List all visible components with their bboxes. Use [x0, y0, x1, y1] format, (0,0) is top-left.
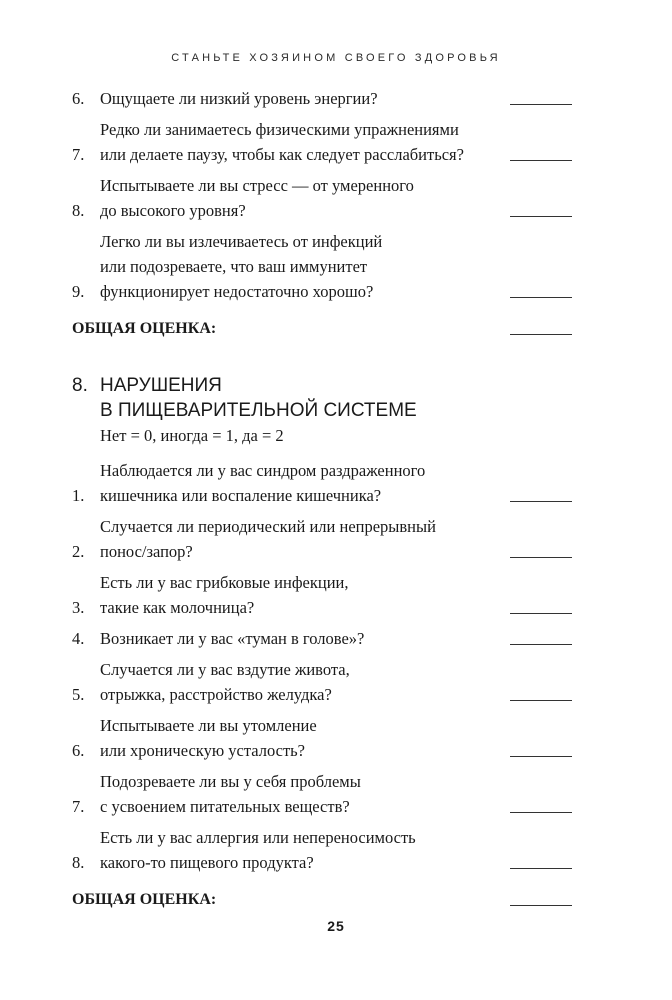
- question-line: Возникает ли у вас «туман в голове»?: [100, 629, 365, 648]
- question-item: [72, 229, 572, 304]
- question-text: [100, 713, 510, 763]
- question-number: 6.: [72, 89, 85, 108]
- question-number: 5.: [72, 685, 85, 704]
- question-line: Есть ли у вас грибковые инфекции,: [100, 573, 349, 592]
- section-number: 8.: [72, 375, 88, 396]
- question-line: Ощущаете ли низкий уровень энергии?: [100, 89, 378, 108]
- answer-blank[interactable]: [510, 644, 572, 645]
- question-line: какого-то пищевого продукта?: [100, 853, 314, 872]
- question-line: функционирует недостаточно хорошо?: [100, 282, 374, 301]
- total-score-label: ОБЩАЯ ОЦЕНКА:: [72, 891, 217, 908]
- question-line: или подозреваете, что ваш иммунитет: [100, 257, 368, 276]
- question-number: 8.: [72, 853, 85, 872]
- total-score-row: [72, 887, 572, 912]
- question-line: до высокого уровня?: [100, 201, 246, 220]
- total-score-blank[interactable]: [510, 905, 572, 906]
- question-item: [72, 626, 572, 651]
- question-text: [100, 769, 510, 819]
- answer-blank[interactable]: [510, 216, 572, 217]
- question-text: [100, 173, 510, 223]
- page-content: [72, 86, 572, 912]
- question-item: [72, 713, 572, 763]
- question-number: 7.: [72, 797, 85, 816]
- question-line: такие как молочница?: [100, 598, 255, 617]
- running-header: СТАНЬТЕ ХОЗЯИНОМ СВОЕГО ЗДОРОВЬЯ: [171, 52, 501, 64]
- answer-blank[interactable]: [510, 700, 572, 701]
- question-text: [100, 570, 510, 620]
- question-number: 3.: [72, 598, 85, 617]
- question-line: понос/запор?: [100, 542, 193, 561]
- question-text: [100, 229, 510, 304]
- section-heading: [72, 373, 572, 423]
- question-line: Подозреваете ли вы у себя проблемы: [100, 772, 361, 791]
- answer-blank[interactable]: [510, 812, 572, 813]
- question-line: Редко ли занимаетесь физическими упражнениями: [100, 120, 459, 139]
- question-text: [100, 514, 510, 564]
- question-text: [100, 86, 510, 111]
- answer-blank[interactable]: [510, 104, 572, 105]
- question-line: Легко ли вы излечиваетесь от инфекций: [100, 232, 383, 251]
- question-item: [72, 657, 572, 707]
- question-item: [72, 173, 572, 223]
- section-title-line: НАРУШЕНИЯ: [100, 375, 222, 396]
- page-number: 25: [327, 918, 345, 934]
- question-item: [72, 570, 572, 620]
- question-number: 2.: [72, 542, 85, 561]
- question-item: [72, 514, 572, 564]
- question-line: Случается ли периодический или непрерывный: [100, 517, 436, 536]
- question-number: 7.: [72, 145, 85, 164]
- total-score-label: ОБЩАЯ ОЦЕНКА:: [72, 320, 217, 337]
- question-item: [72, 769, 572, 819]
- question-number: 8.: [72, 201, 85, 220]
- question-line: кишечника или воспаление кишечника?: [100, 486, 382, 505]
- question-line: Есть ли у вас аллергия или непереносимость: [100, 828, 416, 847]
- question-number: 1.: [72, 486, 85, 505]
- question-number: 4.: [72, 629, 85, 648]
- section-title-line: В ПИЩЕВАРИТЕЛЬНОЙ СИСТЕМЕ: [100, 400, 417, 421]
- total-score-row: [72, 316, 572, 341]
- answer-blank[interactable]: [510, 557, 572, 558]
- question-text: [100, 458, 510, 508]
- scoring-scale: Нет = 0, иногда = 1, да = 2: [100, 426, 284, 445]
- question-item: [72, 117, 572, 167]
- answer-blank[interactable]: [510, 160, 572, 161]
- question-number: 9.: [72, 282, 85, 301]
- question-text: [100, 657, 510, 707]
- question-line: отрыжка, расстройство желудка?: [100, 685, 332, 704]
- question-item: [72, 86, 572, 111]
- section-title: [100, 373, 572, 423]
- question-text: [100, 825, 510, 875]
- question-line: с усвоением питательных веществ?: [100, 797, 350, 816]
- question-text: [100, 117, 510, 167]
- answer-blank[interactable]: [510, 613, 572, 614]
- question-line: Случается ли у вас вздутие живота,: [100, 660, 350, 679]
- question-line: или делаете паузу, чтобы как следует расслабиться?: [100, 145, 464, 164]
- answer-blank[interactable]: [510, 756, 572, 757]
- question-text: [100, 626, 510, 651]
- answer-blank[interactable]: [510, 501, 572, 502]
- question-line: Испытываете ли вы стресс — от умеренного: [100, 176, 414, 195]
- question-item: [72, 825, 572, 875]
- question-item: [72, 458, 572, 508]
- answer-blank[interactable]: [510, 297, 572, 298]
- total-score-blank[interactable]: [510, 334, 572, 335]
- question-number: 6.: [72, 741, 85, 760]
- answer-blank[interactable]: [510, 868, 572, 869]
- question-line: или хроническую усталость?: [100, 741, 306, 760]
- question-line: Наблюдается ли у вас синдром раздраженного: [100, 461, 426, 480]
- question-line: Испытываете ли вы утомление: [100, 716, 317, 735]
